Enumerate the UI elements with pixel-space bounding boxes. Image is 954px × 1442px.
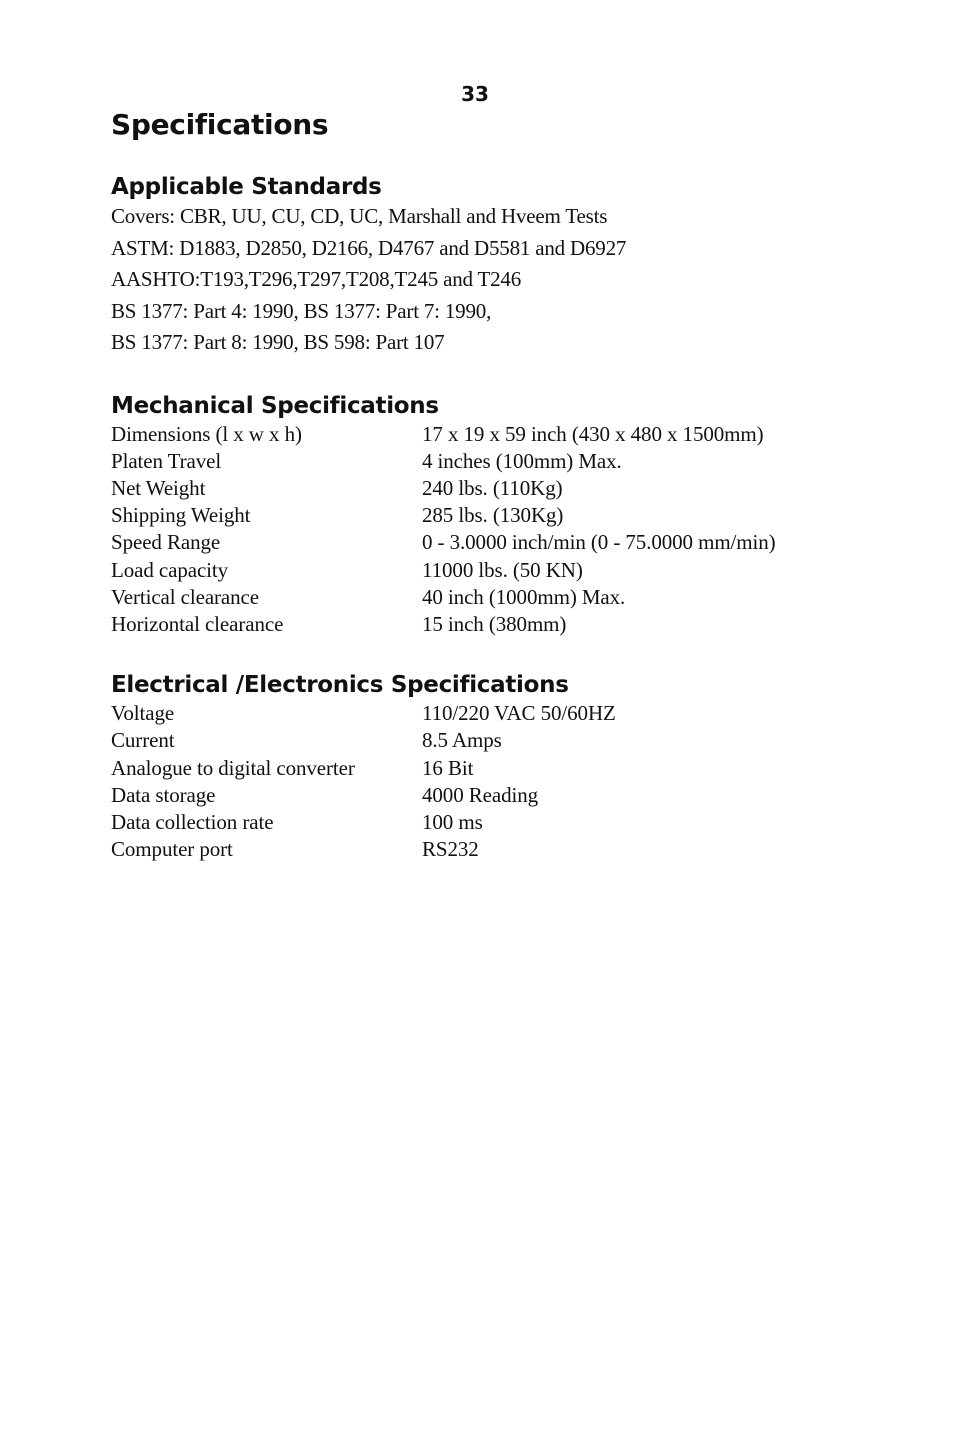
- spec-value: 8.5 Amps: [422, 728, 502, 753]
- spec-value: 285 lbs. (130Kg): [422, 503, 564, 528]
- standards-line: AASHTO:T193,T296,T297,T208,T245 and T246: [111, 267, 522, 291]
- spec-label: Shipping Weight: [111, 503, 251, 528]
- spec-label: Computer port: [111, 837, 233, 862]
- standards-line: ASTM: D1883, D2850, D2166, D4767 and D5581 and D6927: [111, 235, 627, 260]
- spec-row: [111, 782, 911, 809]
- spec-value: 0 - 3.0000 inch/min (0 - 75.0000 mm/min): [422, 530, 776, 555]
- standards-list: [111, 201, 911, 359]
- spec-value: 4000 Reading: [422, 782, 539, 807]
- spec-row: [111, 475, 911, 502]
- page-title: Specifications: [111, 108, 329, 141]
- spec-label: Load capacity: [111, 557, 229, 582]
- spec-row: [111, 836, 911, 863]
- spec-label: Data storage: [111, 782, 216, 807]
- section-heading-standards: Applicable Standards: [111, 174, 382, 200]
- document-body: [111, 106, 911, 863]
- spec-row: [111, 448, 911, 475]
- spec-label: Speed Range: [111, 530, 221, 555]
- spec-row: [111, 700, 911, 727]
- spec-value: 240 lbs. (110Kg): [422, 475, 563, 500]
- spec-label: Vertical clearance: [111, 584, 259, 609]
- standards-line: Covers: CBR, UU, CU, CD, UC, Marshall and Hveem Tests: [111, 204, 608, 228]
- spec-value: RS232: [422, 837, 479, 862]
- spec-label: Platen Travel: [111, 448, 222, 473]
- standards-line: BS 1377: Part 8: 1990, BS 598: Part 107: [111, 330, 445, 354]
- spec-row: [111, 809, 911, 836]
- section-heading-electrical: Electrical /Electronics Specifications: [111, 672, 569, 699]
- spec-value: 100 ms: [422, 809, 483, 834]
- spec-value: 15 inch (380mm): [422, 611, 567, 636]
- spec-value: 11000 lbs. (50 KN): [422, 557, 583, 582]
- section-heading-mechanical: Mechanical Specifications: [111, 392, 439, 419]
- spec-value: 17 x 19 x 59 inch (430 x 480 x 1500mm): [422, 421, 764, 446]
- spec-row: [111, 611, 911, 638]
- standards-line: BS 1377: Part 4: 1990, BS 1377: Part 7: 1990,: [111, 298, 492, 323]
- spec-row: [111, 755, 911, 782]
- spec-value: 16 Bit: [422, 755, 474, 780]
- spec-value: 40 inch (1000mm) Max.: [422, 584, 626, 609]
- page-number: 33: [461, 82, 489, 106]
- spec-label: Analogue to digital converter: [111, 755, 355, 780]
- spec-label: Current: [111, 728, 175, 753]
- spec-row: [111, 502, 911, 529]
- electrical-spec-table: [111, 700, 911, 863]
- spec-row: [111, 421, 911, 448]
- spec-label: Data collection rate: [111, 809, 274, 834]
- spec-label: Net Weight: [111, 475, 206, 500]
- spec-row: [111, 584, 911, 611]
- spec-value: 110/220 VAC 50/60HZ: [422, 701, 616, 726]
- spec-row: [111, 727, 911, 754]
- spec-row: [111, 557, 911, 584]
- spec-value: 4 inches (100mm) Max.: [422, 448, 622, 473]
- mechanical-spec-table: [111, 421, 911, 639]
- spec-label: Voltage: [111, 701, 175, 726]
- spec-row: [111, 529, 911, 556]
- spec-label: Dimensions (l x w x h): [111, 421, 302, 446]
- spec-label: Horizontal clearance: [111, 611, 284, 636]
